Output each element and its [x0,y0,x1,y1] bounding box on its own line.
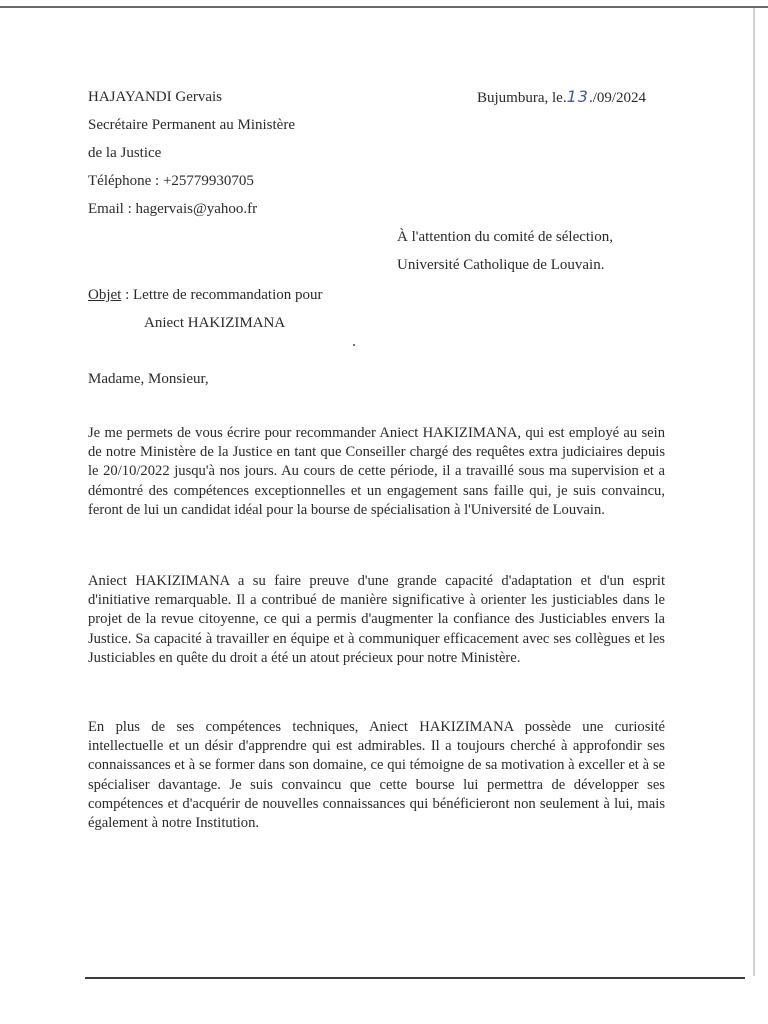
sender-name: HAJAYANDI Gervais [88,89,223,105]
scan-top-edge [0,6,768,8]
date-day-handwritten: 13 [566,87,589,106]
sender-email: Email : hagervais@yahoo.fr [88,201,258,217]
addressee-line1: À l'attention du comité de sélection, [397,229,613,245]
sender-title-line1: Secrétaire Permanent au Ministère [88,117,295,133]
sender-phone: Téléphone : +25779930705 [88,173,254,189]
addressee-line2: Université Catholique de Louvain. [397,257,605,273]
scan-speck [353,344,355,346]
subject-label: Objet [88,287,122,303]
body-paragraph-2: Aniect HAKIZIMANA a su faire preuve d'une grande capacité d'adaptation et d'un esprit d'initiative remarquable. Il a contribué de manière significative à orienter les justiciables dans le projet de la revue citoyenne, ce qui a permis d'augmenter la confiance des Justiciables envers la Justice. Sa capacité à travailler en équipe et à communiquer efficacement avec ses collègues et les Justiciables en quête du droit a été un atout précieux pour notre Ministère. [88,573,665,666]
body-paragraph-1: Je me permets de vous écrire pour recommander Aniect HAKIZIMANA, qui est employé au sein de notre Ministère de la Justice en tant que Conseiller chargé des requêtes extra judiciaires depuis le 20/10/2022 jusqu'à nos jours. Au cours de cette période, il a travaillé sous ma supervision et a démontré des compétences exceptionnelles et un engagement sans faille qui, je suis convaincu, feront de lui un candidat idéal pour la bourse de spécialisation à l'Université de Louvain. [88,425,665,518]
subject-name: Aniect HAKIZIMANA [144,315,286,331]
body-paragraph-3: En plus de ses compétences techniques, Aniect HAKIZIMANA possède une curiosité intellectuelle et un désir d'apprendre qui est admirables. Il a toujours cherché à approfondir ses connaissances et à se former dans son domaine, ce qui témoigne de sa motivation à exceller et à se spécialiser davantage. Je suis convaincu que cette bourse lui permettra de développer ses compétences et d'acquérir de nouvelles connaissances qui bénéficieront non seulement à lui, mais également à notre Institution. [88,719,665,832]
date-prefix: Bujumbura, le. [477,90,567,106]
salutation: Madame, Monsieur, [88,371,209,387]
letter-date [477,88,646,107]
subject-text: : Lettre de recommandation pour [121,287,323,303]
subject-line [88,286,323,304]
date-suffix: ./09/2024 [588,90,647,106]
sender-title-line2: de la Justice [88,145,162,161]
scan-bottom-edge [85,977,745,979]
scan-right-edge [753,8,755,976]
